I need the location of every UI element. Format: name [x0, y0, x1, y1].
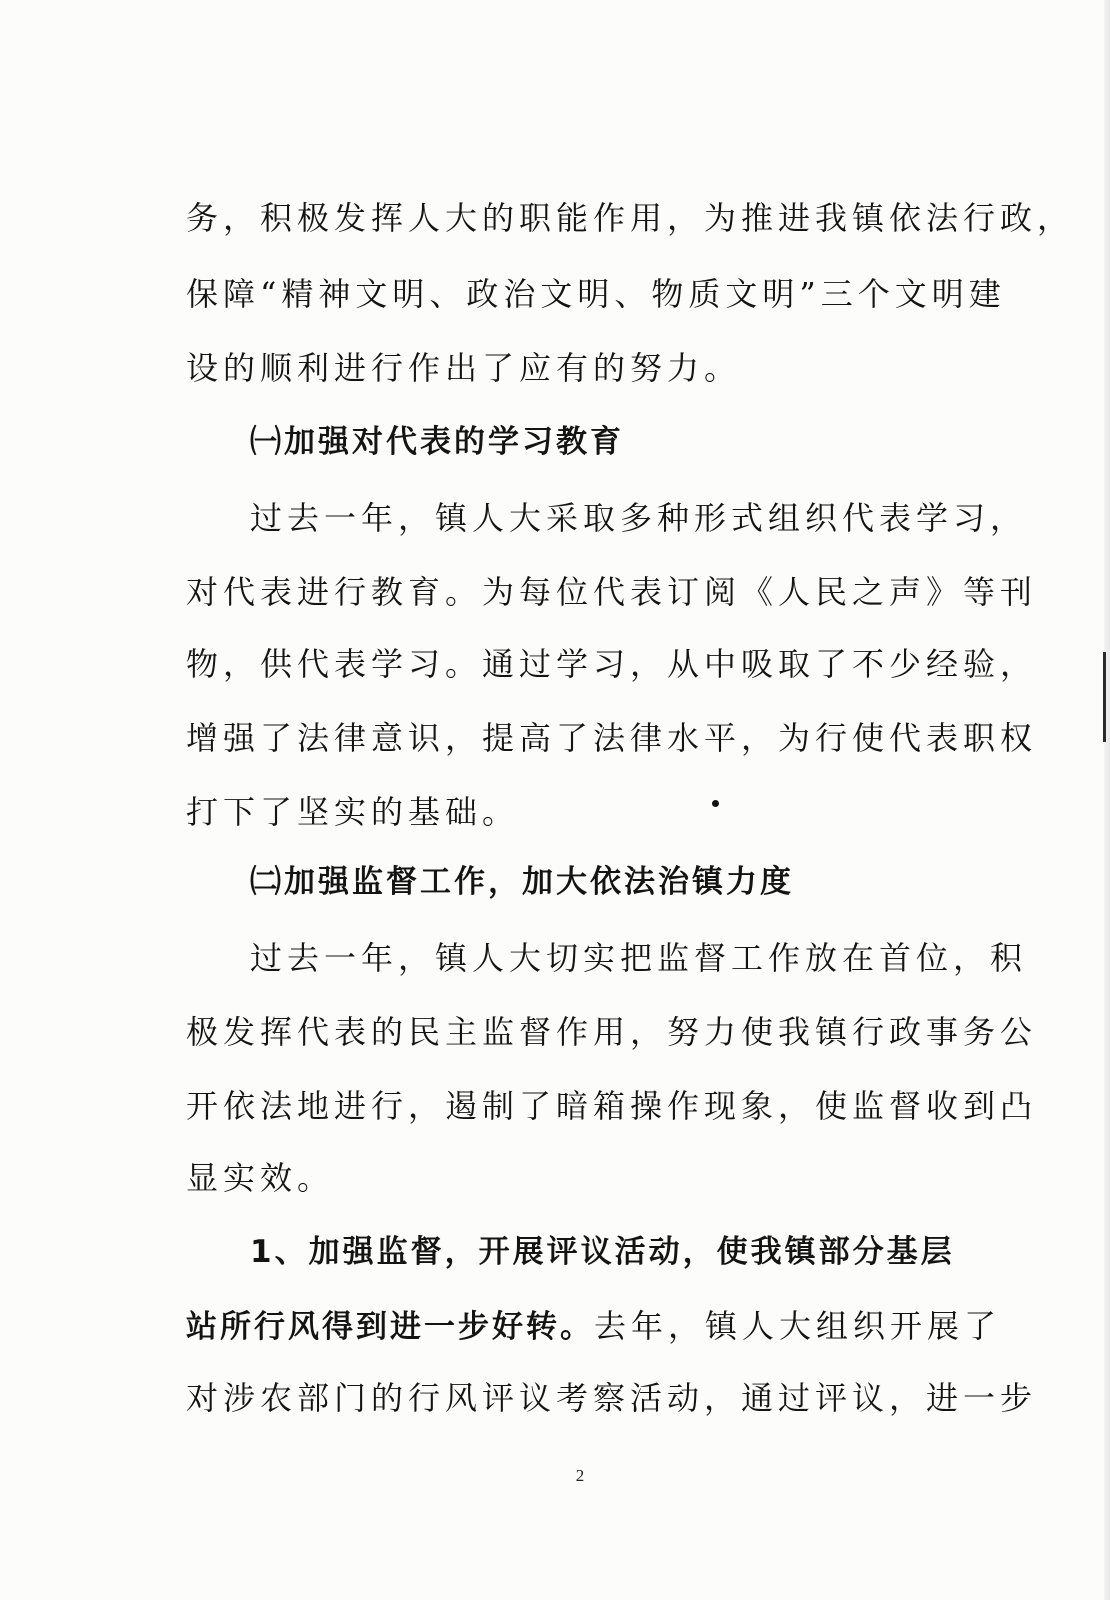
- text-line: 极发挥代表的民主监督作用，努力使我镇行政事务公: [186, 1013, 1038, 1051]
- scan-margin-mark: [1103, 652, 1106, 742]
- text-line: 显实效。: [186, 1159, 335, 1197]
- text-line: 务，积极发挥人大的职能作用，为推进我镇依法行政，: [186, 199, 1075, 237]
- text-line: 物，供代表学习。通过学习，从中吸取了不少经验，: [186, 645, 1038, 683]
- text-line: 打下了坚实的基础。: [186, 793, 520, 831]
- text-line: 对涉农部门的行风评议考察活动，通过评议，进一步: [186, 1379, 1038, 1417]
- page-number: 2: [575, 1466, 585, 1485]
- text-line: 开依法地进行，遏制了暗箱操作现象，使监督收到凸: [186, 1087, 1038, 1125]
- item-text: 去年，镇人大组织开展了: [594, 1307, 1002, 1345]
- text-line: 设的顺利进行作出了应有的努力。: [186, 349, 742, 387]
- item-heading-1: 1、加强监督，开展评议活动，使我镇部分基层: [250, 1234, 955, 1270]
- section-heading-2: ㈡加强监督工作，加大依法治镇力度: [250, 864, 794, 900]
- text-line: 过去一年，镇人大切实把监督工作放在首位，积: [250, 939, 1028, 977]
- scan-edge-shadow: [1104, 0, 1110, 1600]
- item-heading-1-continued: 站所行风得到进一步好转。: [186, 1309, 594, 1345]
- section-heading-1: ㈠加强对代表的学习教育: [250, 424, 624, 460]
- text-line: [186, 1306, 1001, 1347]
- text-line: 增强了法律意识，提高了法律水平，为行使代表职权: [186, 719, 1038, 757]
- ink-dot: [712, 800, 719, 807]
- text-line: 对代表进行教育。为每位代表订阅《人民之声》等刊: [186, 573, 1038, 611]
- text-line: 过去一年，镇人大采取多种形式组织代表学习，: [250, 499, 1028, 537]
- text-line: 保障“精神文明、政治文明、物质文明”三个文明建: [186, 275, 1006, 313]
